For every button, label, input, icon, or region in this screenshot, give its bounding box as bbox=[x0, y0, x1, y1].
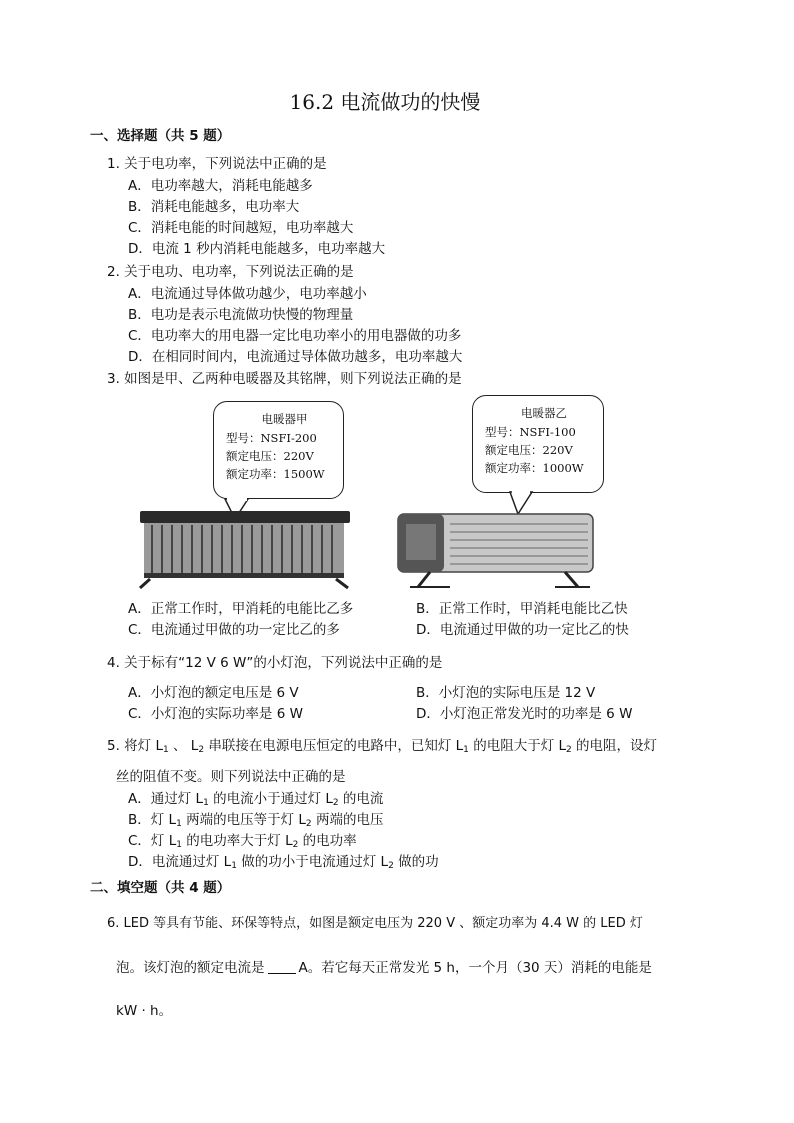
q5d-part: 做的功小于电流通过灯 L bbox=[236, 854, 389, 870]
q2-option-d: D．在相同时间内，电流通过导体做功越多，电功率越大 bbox=[128, 349, 463, 365]
q1-option-a: A．电功率越大，消耗电能越多 bbox=[128, 178, 313, 194]
heater-b-voltage: 额定电压：220V bbox=[485, 443, 573, 457]
q4-option-d: D．小灯泡正常发光时的功率是 6 W bbox=[416, 706, 633, 722]
q4-option-a: A．小灯泡的额定电压是 6 V bbox=[128, 685, 299, 701]
question-6-line2 bbox=[116, 956, 652, 976]
subscript-1: 1 bbox=[203, 798, 209, 808]
q3-option-d: D．电流通过甲做的功一定比乙的快 bbox=[416, 622, 629, 638]
subscript-2: 2 bbox=[305, 819, 312, 829]
heater-a-nameplate bbox=[213, 401, 344, 499]
q5-stem-part: 5. 将灯 L bbox=[107, 738, 163, 754]
q2-option-a: A．电流通过导体做功越少，电功率越小 bbox=[128, 286, 367, 302]
q1-option-c: C．消耗电能的时间越短，电功率越大 bbox=[128, 220, 354, 236]
heater-b-name: 电暖器乙 bbox=[521, 406, 567, 420]
q5-option-c bbox=[128, 829, 357, 850]
subscript-1: 1 bbox=[463, 745, 469, 755]
question-2-stem: 2. 关于电功、电功率，下列说法正确的是 bbox=[107, 264, 354, 280]
heater-a-name: 电暖器甲 bbox=[261, 412, 308, 426]
heater-b-power: 额定功率：1000W bbox=[485, 461, 584, 475]
q5b-part: B．灯 L bbox=[128, 812, 177, 828]
q2-option-c: C．电功率大的用电器一定比电功率小的用电器做的功多 bbox=[128, 328, 462, 344]
subscript-1: 1 bbox=[176, 819, 182, 829]
q3-option-a: A．正常工作时，甲消耗的电能比乙多 bbox=[128, 601, 354, 617]
q4-option-b: B．小灯泡的实际电压是 12 V bbox=[416, 685, 596, 701]
section-heading-fill-in: 二、填空题（共 4 题） bbox=[90, 880, 231, 896]
question-3-stem: 3. 如图是甲、乙两种电暖器及其铭牌，则下列说法正确的是 bbox=[107, 371, 462, 387]
question-6-line1: 6. LED 等具有节能、环保等特点，如图是额定电压为 220 V 、额定功率为 4.4 W 的 LED 灯 bbox=[107, 916, 643, 931]
q5a-part: 的电流小于通过灯 L bbox=[208, 791, 333, 807]
q5a-part: 的电流 bbox=[338, 791, 384, 807]
question-1-stem: 1. 关于电功率，下列说法中正确的是 bbox=[107, 156, 327, 172]
q5-option-a bbox=[128, 787, 383, 808]
question-5-stem bbox=[107, 734, 657, 755]
question-6-line3: kW · h。 bbox=[116, 1003, 173, 1019]
q5-option-d bbox=[128, 850, 439, 871]
subscript-1: 1 bbox=[176, 840, 182, 850]
q5-option-b bbox=[128, 808, 383, 829]
q3-option-c: C．电流通过甲做的功一定比乙的多 bbox=[128, 622, 340, 638]
q1-option-d: D．电流 1 秒内消耗电能越多，电功率越大 bbox=[128, 241, 386, 257]
q5c-part: C．灯 L bbox=[128, 833, 177, 849]
heater-a-illustration bbox=[130, 495, 370, 590]
q5b-part: 两端的电压 bbox=[311, 812, 384, 828]
q2-option-b: B．电功是表示电流做功快慢的物理量 bbox=[128, 307, 354, 323]
q5-stem-part: 的电阻大于灯 L bbox=[468, 738, 567, 754]
q5-stem-part: 串联接在电源电压恒定的电路中，已知灯 L bbox=[204, 738, 464, 754]
question-5-stem-line2: 丝的阻值不变。则下列说法中正确的是 bbox=[116, 769, 346, 785]
q6-text: 泡。该灯泡的额定电流是 bbox=[116, 960, 265, 976]
subscript-1: 1 bbox=[231, 861, 237, 871]
subscript-2: 2 bbox=[332, 798, 339, 808]
heater-b-illustration bbox=[390, 490, 605, 590]
q5d-part: 做的功 bbox=[393, 854, 439, 870]
q5d-part: D．电流通过灯 L bbox=[128, 854, 232, 870]
q5a-part: A．通过灯 L bbox=[128, 791, 204, 807]
heater-b-nameplate bbox=[472, 395, 604, 493]
heater-b-model: 型号：NSFI-100 bbox=[485, 425, 576, 439]
page-title: 16.2 电流做功的快慢 bbox=[289, 90, 481, 114]
q5-stem-part: 的电阻，设灯 bbox=[571, 738, 658, 754]
q5c-part: 的电功率大于灯 L bbox=[181, 833, 293, 849]
subscript-2: 2 bbox=[198, 745, 205, 755]
heater-a-model: 型号：NSFI-200 bbox=[226, 431, 317, 445]
q3-option-b: B．正常工作时，甲消耗电能比乙快 bbox=[416, 601, 628, 617]
section-heading-choice: 一、选择题（共 5 题） bbox=[90, 128, 231, 144]
q6-text: A。若它每天正常发光 5 h，一个月（30 天）消耗的电能是 bbox=[298, 960, 652, 976]
question-4-stem: 4. 关于标有“12 V 6 W”的小灯泡，下列说法中正确的是 bbox=[107, 655, 443, 671]
heater-a-voltage: 额定电压：220V bbox=[226, 449, 314, 463]
subscript-1: 1 bbox=[162, 745, 169, 755]
q5b-part: 两端的电压等于灯 L bbox=[181, 812, 306, 828]
subscript-2: 2 bbox=[388, 861, 394, 871]
answer-blank[interactable] bbox=[268, 961, 296, 974]
q4-option-c: C．小灯泡的实际功率是 6 W bbox=[128, 706, 303, 722]
q5-stem-part: 、 L bbox=[168, 738, 199, 754]
q5c-part: 的电功率 bbox=[298, 833, 357, 849]
subscript-2: 2 bbox=[292, 840, 299, 850]
heater-a-power: 额定功率：1500W bbox=[226, 467, 325, 481]
q1-option-b: B．消耗电能越多，电功率大 bbox=[128, 199, 300, 215]
subscript-2: 2 bbox=[566, 745, 572, 755]
